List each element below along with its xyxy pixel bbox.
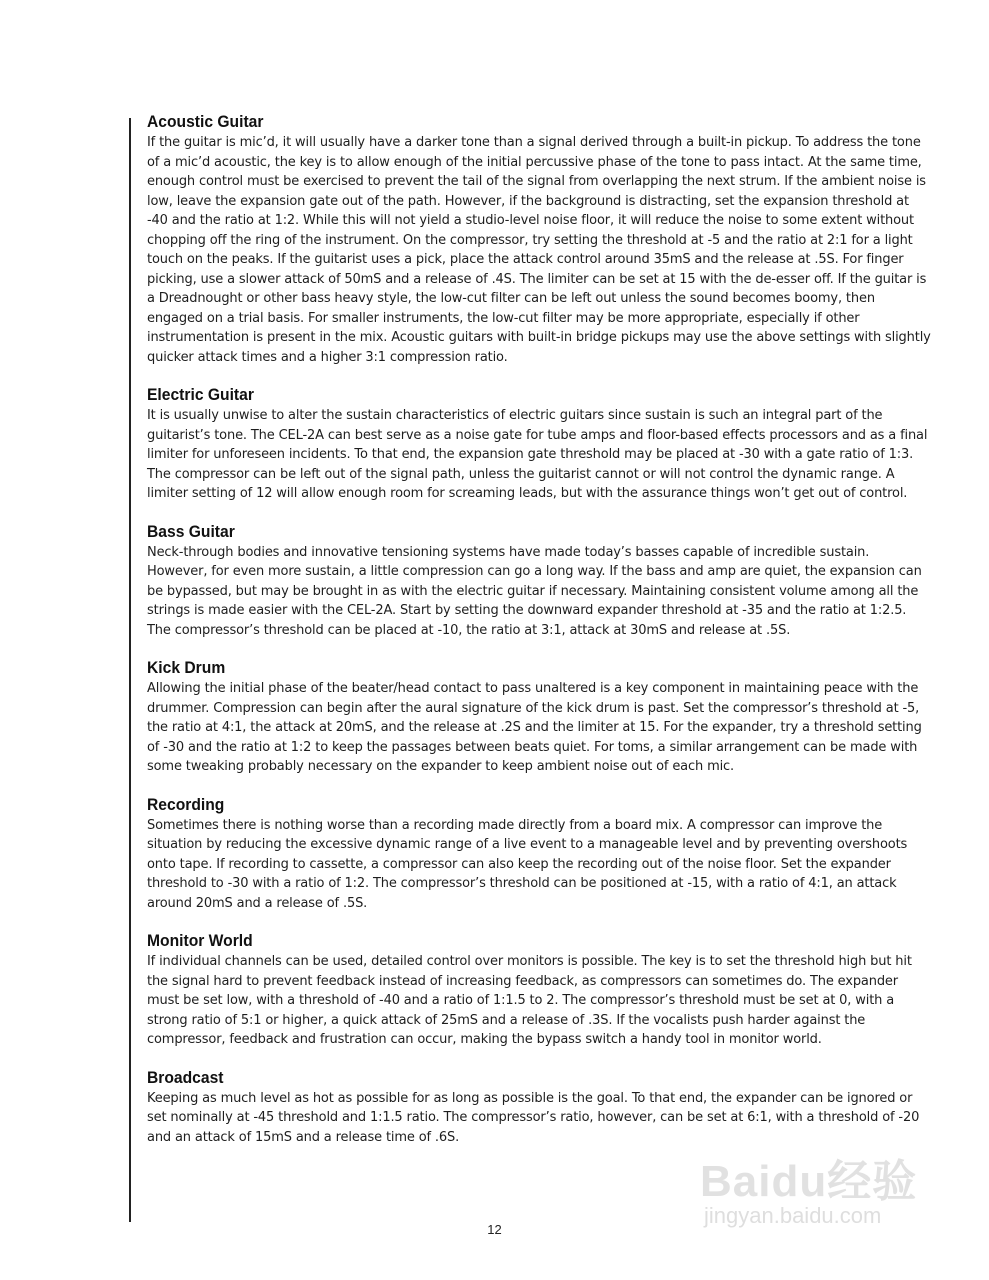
- watermark-logo-text: Baidu经验: [700, 1157, 918, 1206]
- section-heading: Broadcast: [147, 1067, 224, 1087]
- section-heading: Kick Drum: [147, 658, 226, 677]
- section-kick-drum: [147, 658, 931, 777]
- page-number: 12: [487, 1222, 502, 1237]
- section-body: If the guitar is mic’d, it will usually have a darker tone than a signal derived through a built-in pickup. To address the tone of a mic’d acoustic, the key is to allow enough of the initial percussive phase of the tone to pass intact. At the same time, enough control must be exercised to prevent the tail of the signal from overlapping the next strum. If the ambient noise is low, leave the expansion gate out of the path. However, if the background is distracting, set the expansion threshold at -40 and the ratio at 1:2. While this will not yield a studio-level noise floor, it will reduce the noise to some extent without chopping off the ring of the instrument. On the compressor, try setting the threshold at -5 and the ratio at 2:1 for a light touch on the peaks. If the guitarist uses a pick, place the attack control around 35mS and the release at .5S. For finger picking, use a slower attack of 50mS and a release of .4S. The limiter can be set at 15 with the de-esser off. If the guitar is a Dreadnought or other bass heavy style, the low-cut filter can be left out unless the sound becomes boomy, then engaged on a trial basis. For smaller instruments, the low-cut filter may be more appropriate, especially if other instrumentation is present in the mix. Acoustic guitars with built-in bridge pickups may use the above settings with slightly quicker attack times and a higher 3:1 compression ratio.: [147, 135, 931, 365]
- section-heading: Electric Guitar: [147, 385, 254, 404]
- section-broadcast: [147, 1068, 931, 1148]
- section-body: It is usually unwise to alter the sustain characteristics of electric guitars since sustain is such an integral part of the guitarist’s tone. The CEL-2A can best serve as a noise gate for tube amps and floor-based effects processors and as a final limiter for unforeseen incidents. To that end, the expansion gate threshold may be placed at -30 with a gate ratio of 1:3. The compressor can be left out of the signal path, unless the guitarist cannot or will not control the dynamic range. A limiter setting of 12 will allow enough room for screaming leads, but with the assurance things won’t get out of control.: [147, 408, 928, 501]
- section-body: Keeping as much level as hot as possible for as long as possible is the goal. To that end, the expander can be ignored or set nominally at -45 threshold and 1:1.5 ratio. The compressor’s ratio, however, can be set at 6:1, with a threshold of -20 and an attack of 15mS and a release time of .6S.: [147, 1090, 920, 1145]
- section-bass-guitar: [147, 522, 931, 641]
- section-acoustic-guitar: [147, 112, 931, 367]
- section-heading: Bass Guitar: [147, 521, 235, 541]
- section-heading: Recording: [147, 794, 225, 814]
- page-content: [147, 112, 931, 1165]
- watermark-url: jingyan.baidu.com: [704, 1203, 882, 1228]
- section-heading: Monitor World: [147, 931, 253, 950]
- section-body: If individual channels can be used, detailed control over monitors is possible. The key is to set the threshold high but hit the signal hard to prevent feedback instead of increasing feedback, as compressors can sometimes do. The expander must be set low, with a threshold of -40 and a ratio of 1:1.5 to 2. The compressor’s threshold must be set at 0, with a strong ratio of 5:1 or higher, a quick attack of 25mS and a release of .3S. If the vocalists push harder against the compressor, feedback and frustration can occur, making the bypass switch a handy tool in monitor world.: [147, 954, 912, 1047]
- section-body: Neck-through bodies and innovative tensioning systems have made today’s basses capable of incredible sustain. However, for even more sustain, a little compression can go a long way. If the bass and amp are quiet, the expansion can be bypassed, but may be brought in as with the electric guitar if necessary. Maintaining consistent volume among all the strings is made easier with the CEL-2A. Start by setting the downward expander threshold at -35 and the ratio at 1:2.5. The compressor’s threshold can be placed at -10, the ratio at 3:1, attack at 30mS and release at .5S.: [147, 544, 922, 638]
- section-body: Allowing the initial phase of the beater/head contact to pass unaltered is a key component in maintaining peace with the drummer. Compression can begin after the aural signature of the kick drum is past. Set the compressor’s threshold at -5, the ratio at 4:1, the attack at 20mS, and the release at .2S and the limiter at 15. For the expander, try a threshold setting of -30 and the ratio at 1:2 to keep the passages between beats quiet. For toms, a similar arrangement can be made with some tweaking probably necessary on the expander to keep ambient noise out of each mic.: [147, 681, 922, 774]
- section-body: Sometimes there is nothing worse than a recording made directly from a board mix. A compressor can improve the situation by reducing the excessive dynamic range of a live event to a manageable level and by preventing overshoots onto tape. If recording to cassette, a compressor can also keep the recording out of the noise floor. Set the expander threshold to -30 with a ratio of 1:2. The compressor’s threshold can be positioned at -15, with a ratio of 4:1, an attack around 20mS and a release of .5S.: [147, 817, 908, 911]
- section-recording: [147, 795, 931, 914]
- section-monitor-world: [147, 931, 931, 1050]
- margin-rule: [129, 118, 131, 1222]
- section-heading: Acoustic Guitar: [147, 112, 264, 131]
- section-electric-guitar: [147, 385, 931, 504]
